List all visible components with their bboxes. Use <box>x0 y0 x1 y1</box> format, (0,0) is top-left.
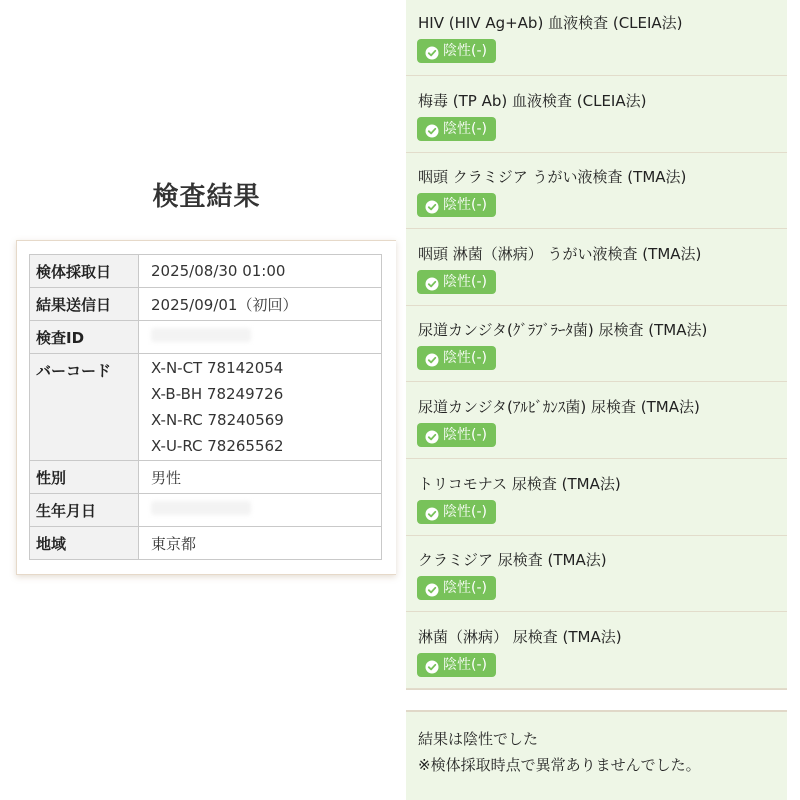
check-circle-icon <box>425 658 439 672</box>
row-label-region: 地域 <box>30 527 139 560</box>
result-badge <box>417 653 496 677</box>
check-circle-icon <box>425 505 439 519</box>
table-row <box>30 494 382 527</box>
row-label-sent-date: 結果送信日 <box>30 288 139 321</box>
result-label: 陰性(-) <box>443 350 487 366</box>
test-result-item <box>406 382 787 459</box>
check-circle-icon <box>425 275 439 289</box>
test-name: HIV (HIV Ag+Ab) 血液検査 (CLEIA法) <box>418 14 683 32</box>
table-row <box>30 461 382 494</box>
result-badge <box>417 193 496 217</box>
check-circle-icon <box>425 44 439 58</box>
summary-box <box>406 710 787 800</box>
test-result-item <box>406 305 787 382</box>
test-name: 尿道カンジタ(ｱﾙﾋﾞｶﾝｽ菌) 尿検査 (TMA法) <box>418 398 700 416</box>
check-circle-icon <box>425 198 439 212</box>
test-name: クラミジア 尿検査 (TMA法) <box>418 551 607 569</box>
result-label: 陰性(-) <box>443 580 487 596</box>
info-table <box>29 254 382 560</box>
test-name: トリコモナス 尿検査 (TMA法) <box>418 475 621 493</box>
table-row <box>30 321 382 354</box>
result-label: 陰性(-) <box>443 274 487 290</box>
test-result-item <box>406 76 787 153</box>
barcode-line: X-U-RC 78265562 <box>151 437 284 455</box>
check-circle-icon <box>425 581 439 595</box>
result-label: 陰性(-) <box>443 427 487 443</box>
barcode-line: X-N-CT 78142054 <box>151 359 284 377</box>
result-badge <box>417 576 496 600</box>
result-badge <box>417 270 496 294</box>
table-row <box>30 527 382 560</box>
row-label-gender: 性別 <box>30 461 139 494</box>
test-result-item <box>406 229 787 306</box>
redacted-value <box>151 328 251 342</box>
result-badge <box>417 117 496 141</box>
page-title: 検査結果 <box>152 182 261 212</box>
row-value-test-id <box>139 321 382 354</box>
result-label: 陰性(-) <box>443 197 487 213</box>
test-name: 淋菌（淋病） 尿検査 (TMA法) <box>418 628 622 646</box>
test-result-item <box>406 535 787 612</box>
barcode-line: X-B-BH 78249726 <box>151 385 284 403</box>
table-row <box>30 255 382 288</box>
test-result-item <box>406 612 787 689</box>
result-label: 陰性(-) <box>443 504 487 520</box>
test-name: 咽頭 クラミジア うがい液検査 (TMA法) <box>418 168 687 186</box>
redacted-value <box>151 501 251 515</box>
row-label-birthdate: 生年月日 <box>30 494 139 527</box>
row-label-barcode: バーコード <box>30 354 139 461</box>
check-circle-icon <box>425 351 439 365</box>
row-value-sent-date: 2025/09/01（初回） <box>139 288 382 321</box>
row-value-sample-date: 2025/08/30 01:00 <box>139 255 382 288</box>
test-name: 咽頭 淋菌（淋病） うがい液検査 (TMA法) <box>418 245 702 263</box>
test-result-item <box>406 459 787 536</box>
result-badge <box>417 39 496 63</box>
result-badge <box>417 500 496 524</box>
row-value-region: 東京都 <box>139 527 382 560</box>
summary-note: ※検体採取時点で異常ありませんでした。 <box>418 756 701 774</box>
row-value-gender: 男性 <box>139 461 382 494</box>
row-label-test-id: 検査ID <box>30 321 139 354</box>
row-value-barcode <box>139 354 382 461</box>
result-label: 陰性(-) <box>443 43 487 59</box>
check-circle-icon <box>425 428 439 442</box>
result-badge <box>417 423 496 447</box>
left-panel <box>0 0 393 800</box>
right-panel <box>406 0 787 800</box>
result-label: 陰性(-) <box>443 121 487 137</box>
row-value-birthdate <box>139 494 382 527</box>
test-name: 尿道カンジタ(ｸﾞﾗﾌﾞﾗｰﾀ菌) 尿検査 (TMA法) <box>418 321 708 339</box>
table-row <box>30 288 382 321</box>
result-badge <box>417 346 496 370</box>
result-card <box>16 240 396 575</box>
test-result-item <box>406 0 787 76</box>
test-result-list <box>406 0 787 690</box>
table-row <box>30 354 382 461</box>
result-label: 陰性(-) <box>443 657 487 673</box>
test-result-item <box>406 152 787 229</box>
test-name: 梅毒 (TP Ab) 血液検査 (CLEIA法) <box>418 92 647 110</box>
summary-result: 結果は陰性でした <box>418 730 539 748</box>
row-label-sample-date: 検体採取日 <box>30 255 139 288</box>
check-circle-icon <box>425 122 439 136</box>
barcode-line: X-N-RC 78240569 <box>151 411 284 429</box>
